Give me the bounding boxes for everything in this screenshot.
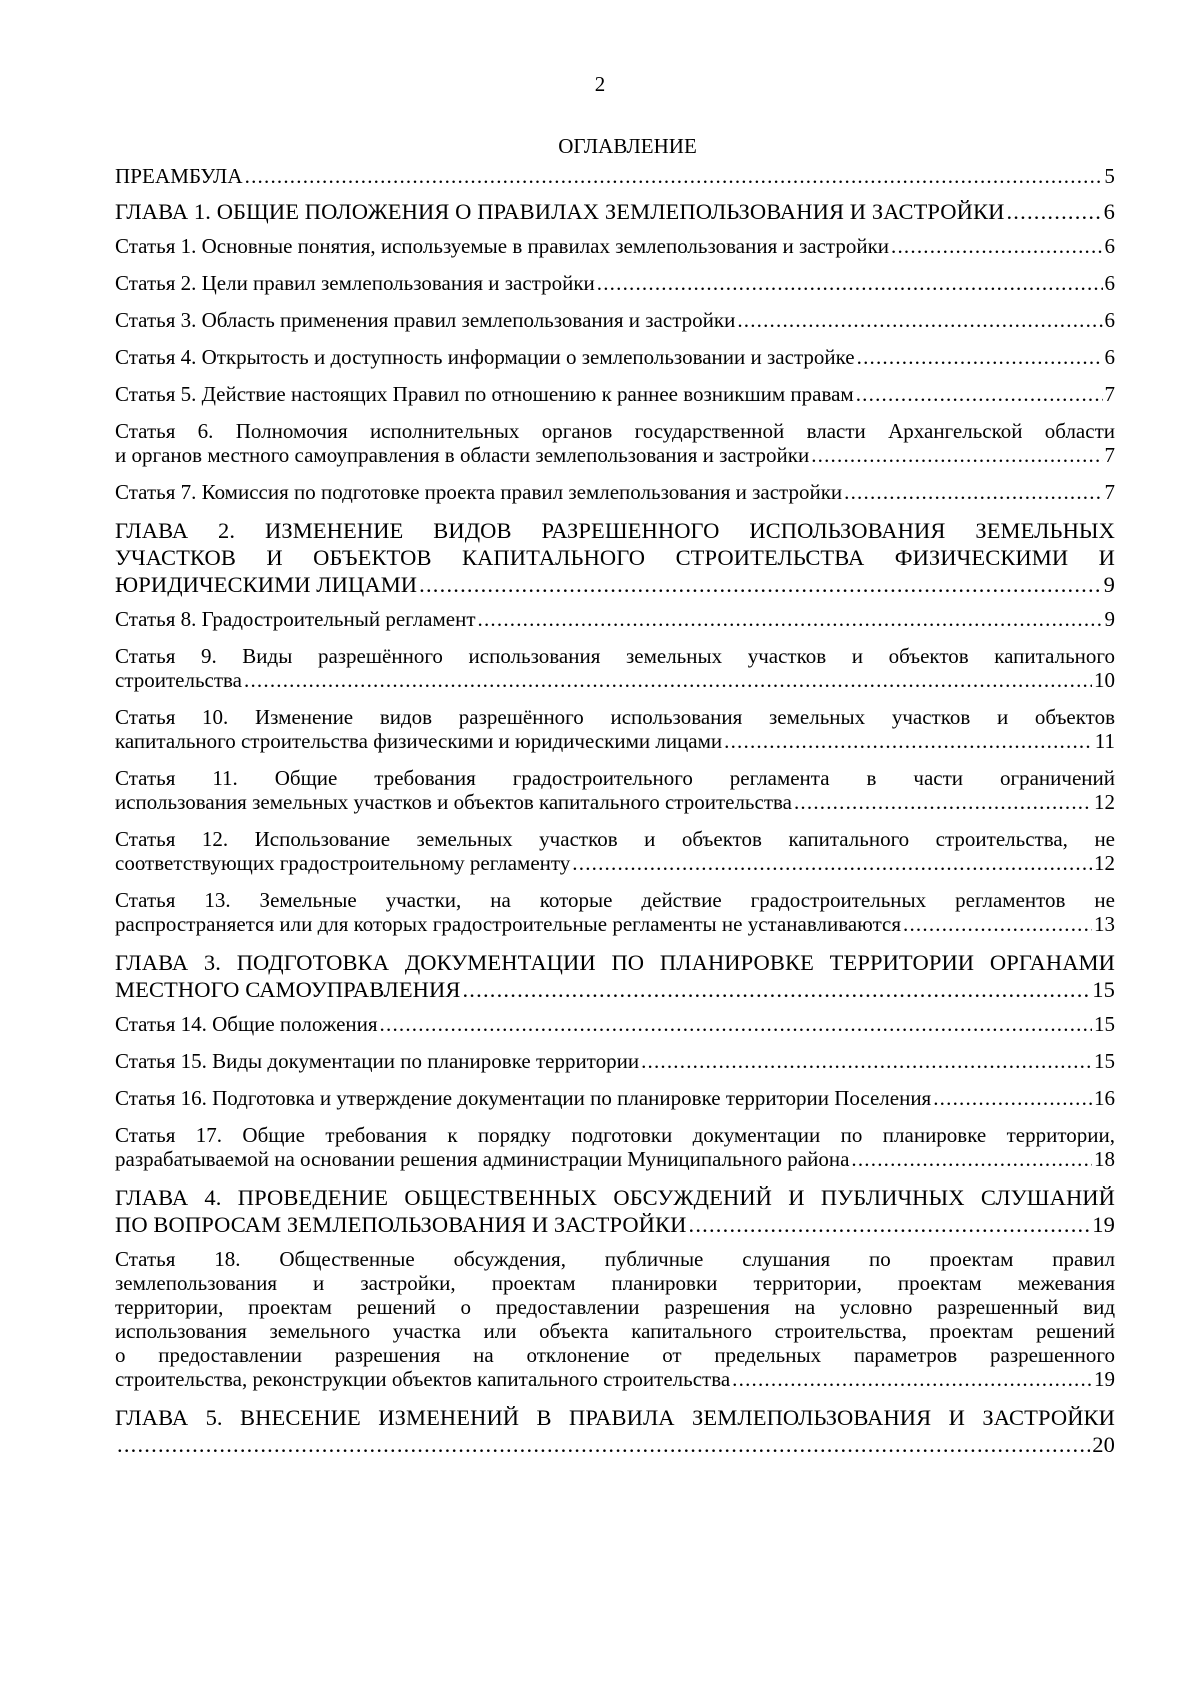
dot-leader bbox=[245, 164, 1103, 188]
toc-entry[interactable] bbox=[115, 607, 1115, 631]
toc-entry-page: 11 bbox=[1094, 729, 1115, 753]
toc-entry-page: 15 bbox=[1094, 1049, 1115, 1073]
toc-entry-last-line bbox=[115, 1049, 1115, 1073]
toc-entry-title: Статья 15. Виды документации по планировке территории bbox=[115, 1049, 640, 1073]
dot-leader bbox=[641, 1049, 1092, 1073]
toc-entry[interactable] bbox=[115, 382, 1115, 406]
toc-entry[interactable] bbox=[115, 308, 1115, 332]
toc-entry-last-line bbox=[115, 729, 1115, 753]
toc-entry-page: 7 bbox=[1104, 443, 1115, 467]
toc-entry-line: Статья 11. Общие требования градостроительного регламента в части ограничений bbox=[115, 766, 1115, 790]
toc-entry-line: Статья 10. Изменение видов разрешённого использования земельных участков и объектов bbox=[115, 705, 1115, 729]
toc-entry-line: территории, проектам решений о предоставлении разрешения на условно разрешенный вид bbox=[115, 1295, 1115, 1319]
toc-entry-last-line bbox=[115, 851, 1115, 875]
toc-entry-page: 15 bbox=[1094, 1012, 1115, 1036]
dot-leader bbox=[811, 443, 1102, 467]
dot-leader bbox=[689, 1211, 1091, 1238]
dot-leader bbox=[933, 1086, 1092, 1110]
toc-entry-line: ГЛАВА 3. ПОДГОТОВКА ДОКУМЕНТАЦИИ ПО ПЛАНИРОВКЕ ТЕРРИТОРИИ ОРГАНАМИ bbox=[115, 950, 1115, 975]
toc-entry-last-line bbox=[115, 308, 1115, 332]
toc-entry-page: 16 bbox=[1094, 1086, 1115, 1110]
dot-leader bbox=[1006, 198, 1101, 225]
toc-entry[interactable] bbox=[115, 827, 1115, 875]
toc-entry-page: 6 bbox=[1103, 199, 1115, 224]
dot-leader bbox=[856, 382, 1103, 406]
toc-entry-last-line bbox=[115, 1211, 1115, 1238]
toc-entry-last-line bbox=[115, 345, 1115, 369]
toc-entry[interactable] bbox=[115, 1049, 1115, 1073]
toc-entry-page: 18 bbox=[1094, 1147, 1115, 1171]
dot-leader bbox=[462, 976, 1090, 1003]
toc-entry-page: 13 bbox=[1094, 912, 1115, 936]
toc-entry-page: 12 bbox=[1094, 790, 1115, 814]
toc-entry-last-line bbox=[115, 1012, 1115, 1036]
dot-leader bbox=[857, 345, 1103, 369]
toc-entry-title: распространяется или для которых градостроительные регламенты не устанавливаются bbox=[115, 912, 902, 936]
toc-entry-last-line bbox=[115, 607, 1115, 631]
toc-entry-line: ГЛАВА 2. ИЗМЕНЕНИЕ ВИДОВ РАЗРЕШЕННОГО ИСПОЛЬЗОВАНИЯ ЗЕМЕЛЬНЫХ bbox=[115, 518, 1115, 543]
toc-entry-title: строительства bbox=[115, 668, 243, 692]
toc-entry-line: Статья 6. Полномочия исполнительных органов государственной власти Архангельской области bbox=[115, 419, 1115, 443]
dot-leader bbox=[478, 607, 1103, 631]
toc-entry-title: Статья 1. Основные понятия, используемые в правилах землепользования и застройки bbox=[115, 234, 890, 258]
toc-entry-page: 10 bbox=[1094, 668, 1115, 692]
toc-entry-page: 19 bbox=[1092, 1212, 1115, 1237]
toc-entry[interactable] bbox=[115, 949, 1115, 1003]
page-number: 2 bbox=[594, 72, 606, 96]
dot-leader bbox=[891, 234, 1102, 258]
toc-entry-title: разрабатываемой на основании решения администрации Муниципального района bbox=[115, 1147, 850, 1171]
toc-entry-line: Статья 12. Использование земельных участков и объектов капитального строительства, не bbox=[115, 827, 1115, 851]
toc-entry-title: Статья 2. Цели правил землепользования и застройки bbox=[115, 271, 595, 295]
dot-leader bbox=[117, 1431, 1090, 1458]
toc-entry-line: Статья 17. Общие требования к порядку подготовки документации по планировке территории, bbox=[115, 1123, 1115, 1147]
toc-entry[interactable] bbox=[115, 705, 1115, 753]
toc-entry[interactable] bbox=[115, 1123, 1115, 1171]
toc-entry-page: 12 bbox=[1094, 851, 1115, 875]
dot-leader bbox=[737, 308, 1102, 332]
toc-entry-last-line bbox=[115, 234, 1115, 258]
toc-entry-last-line bbox=[115, 271, 1115, 295]
toc-entry-last-line bbox=[115, 443, 1115, 467]
toc-entry[interactable] bbox=[115, 164, 1115, 188]
toc-entry-page: 15 bbox=[1092, 977, 1115, 1002]
toc-entry-title: Статья 16. Подготовка и утверждение документации по планировке территории Поселения bbox=[115, 1086, 932, 1110]
toc-entry-last-line bbox=[115, 1367, 1115, 1391]
toc-entry-last-line bbox=[115, 668, 1115, 692]
toc-entry-line: ГЛАВА 4. ПРОВЕДЕНИЕ ОБЩЕСТВЕННЫХ ОБСУЖДЕНИЙ И ПУБЛИЧНЫХ СЛУШАНИЙ bbox=[115, 1185, 1115, 1210]
toc-entry[interactable] bbox=[115, 271, 1115, 295]
dot-leader bbox=[597, 271, 1103, 295]
toc-entry-page: 20 bbox=[1092, 1432, 1115, 1457]
toc-title: ОГЛАВЛЕНИЕ bbox=[558, 134, 697, 158]
toc-entry-title: строительства, реконструкции объектов капитального строительства bbox=[115, 1367, 731, 1391]
dot-leader bbox=[244, 668, 1092, 692]
dot-leader bbox=[844, 480, 1102, 504]
toc-entry-line: использования земельного участка или объекта капитального строительства, проектам решений bbox=[115, 1319, 1115, 1343]
toc-entry-last-line bbox=[115, 571, 1115, 598]
toc-entry-page: 7 bbox=[1104, 382, 1115, 406]
toc-entry-line: ГЛАВА 5. ВНЕСЕНИЕ ИЗМЕНЕНИЙ В ПРАВИЛА ЗЕМЛЕПОЛЬЗОВАНИЯ И ЗАСТРОЙКИ bbox=[115, 1405, 1115, 1430]
toc-entry-title: Статья 5. Действие настоящих Правил по отношению к раннее возникшим правам bbox=[115, 382, 854, 406]
toc-entry-last-line bbox=[115, 1431, 1115, 1458]
toc-entry-page: 7 bbox=[1104, 480, 1115, 504]
toc-entry-page: 9 bbox=[1103, 572, 1115, 597]
toc-entry-last-line bbox=[115, 976, 1115, 1003]
toc-entry-title: ПРЕАМБУЛА bbox=[115, 164, 243, 188]
toc-entry-line: Статья 18. Общественные обсуждения, публичные слушания по проектам правил bbox=[115, 1247, 1115, 1271]
toc-entry[interactable] bbox=[115, 517, 1115, 598]
toc-entry[interactable] bbox=[115, 1184, 1115, 1238]
dot-leader bbox=[419, 571, 1101, 598]
toc-entry-title: Статья 4. Открытость и доступность информации о землепользовании и застройке bbox=[115, 345, 855, 369]
toc-entry-last-line bbox=[115, 1086, 1115, 1110]
toc-entry-line: землепользования и застройки, проектам планировки территории, проектам межевания bbox=[115, 1271, 1115, 1295]
table-of-contents bbox=[115, 134, 1115, 1467]
toc-entry-title: Статья 3. Область применения правил землепользования и застройки bbox=[115, 308, 736, 332]
toc-entry-title: соответствующих градостроительному регламенту bbox=[115, 851, 571, 875]
toc-entry-page: 5 bbox=[1104, 164, 1115, 188]
toc-entry-last-line bbox=[115, 1147, 1115, 1171]
toc-entry[interactable] bbox=[115, 1012, 1115, 1036]
toc-entry-page: 19 bbox=[1094, 1367, 1115, 1391]
toc-entry-last-line bbox=[115, 480, 1115, 504]
toc-entry[interactable] bbox=[115, 345, 1115, 369]
toc-entry-last-line bbox=[115, 164, 1115, 188]
toc-entry[interactable] bbox=[115, 198, 1115, 225]
toc-entry-title: Статья 8. Градостроительный регламент bbox=[115, 607, 476, 631]
toc-entry-line: Статья 9. Виды разрешённого использования земельных участков и объектов капитального bbox=[115, 644, 1115, 668]
toc-entry[interactable] bbox=[115, 1247, 1115, 1391]
toc-entry-title: Статья 14. Общие положения bbox=[115, 1012, 378, 1036]
dot-leader bbox=[903, 912, 1092, 936]
toc-entry-title: ГЛАВА 1. ОБЩИЕ ПОЛОЖЕНИЯ О ПРАВИЛАХ ЗЕМЛЕПОЛЬЗОВАНИЯ И ЗАСТРОЙКИ bbox=[115, 199, 1005, 224]
toc-entry-line: УЧАСТКОВ И ОБЪЕКТОВ КАПИТАЛЬНОГО СТРОИТЕЛЬСТВА ФИЗИЧЕСКИМИ И bbox=[115, 545, 1115, 570]
toc-entry-page: 6 bbox=[1104, 308, 1115, 332]
toc-entry-page: 9 bbox=[1104, 607, 1115, 631]
toc-entry-page: 6 bbox=[1104, 271, 1115, 295]
toc-entry[interactable] bbox=[115, 480, 1115, 504]
toc-entry-page: 6 bbox=[1104, 345, 1115, 369]
toc-entry-title: ЮРИДИЧЕСКИМИ ЛИЦАМИ bbox=[115, 572, 418, 597]
toc-entry-title: Статья 7. Комиссия по подготовке проекта правил землепользования и застройки bbox=[115, 480, 843, 504]
dot-leader bbox=[572, 851, 1092, 875]
toc-entry-last-line bbox=[115, 382, 1115, 406]
toc-entry-last-line bbox=[115, 912, 1115, 936]
toc-entry-last-line bbox=[115, 198, 1115, 225]
dot-leader bbox=[724, 729, 1093, 753]
toc-entry[interactable] bbox=[115, 419, 1115, 467]
toc-entry-line: о предоставлении разрешения на отклонение от предельных параметров разрешенного bbox=[115, 1343, 1115, 1367]
toc-entry[interactable] bbox=[115, 1086, 1115, 1110]
toc-entry-line: Статья 13. Земельные участки, на которые действие градостроительных регламентов не bbox=[115, 888, 1115, 912]
toc-entry[interactable] bbox=[115, 644, 1115, 692]
dot-leader bbox=[380, 1012, 1092, 1036]
toc-entries bbox=[115, 164, 1115, 1458]
toc-entry[interactable] bbox=[115, 888, 1115, 936]
toc-entry[interactable] bbox=[115, 766, 1115, 814]
toc-entry[interactable] bbox=[115, 234, 1115, 258]
dot-leader bbox=[851, 1147, 1092, 1171]
toc-entry[interactable] bbox=[115, 1404, 1115, 1458]
toc-entry-page: 6 bbox=[1104, 234, 1115, 258]
dot-leader bbox=[794, 790, 1092, 814]
toc-entry-title: капитального строительства физическими и юридическими лицами bbox=[115, 729, 723, 753]
toc-entry-title: использования земельных участков и объектов капитального строительства bbox=[115, 790, 792, 814]
dot-leader bbox=[732, 1367, 1092, 1391]
toc-entry-last-line bbox=[115, 790, 1115, 814]
toc-entry-title: МЕСТНОГО САМОУПРАВЛЕНИЯ bbox=[115, 977, 461, 1002]
toc-entry-title: ПО ВОПРОСАМ ЗЕМЛЕПОЛЬЗОВАНИЯ И ЗАСТРОЙКИ bbox=[115, 1212, 687, 1237]
toc-entry-title: и органов местного самоуправления в области землепользования и застройки bbox=[115, 443, 810, 467]
